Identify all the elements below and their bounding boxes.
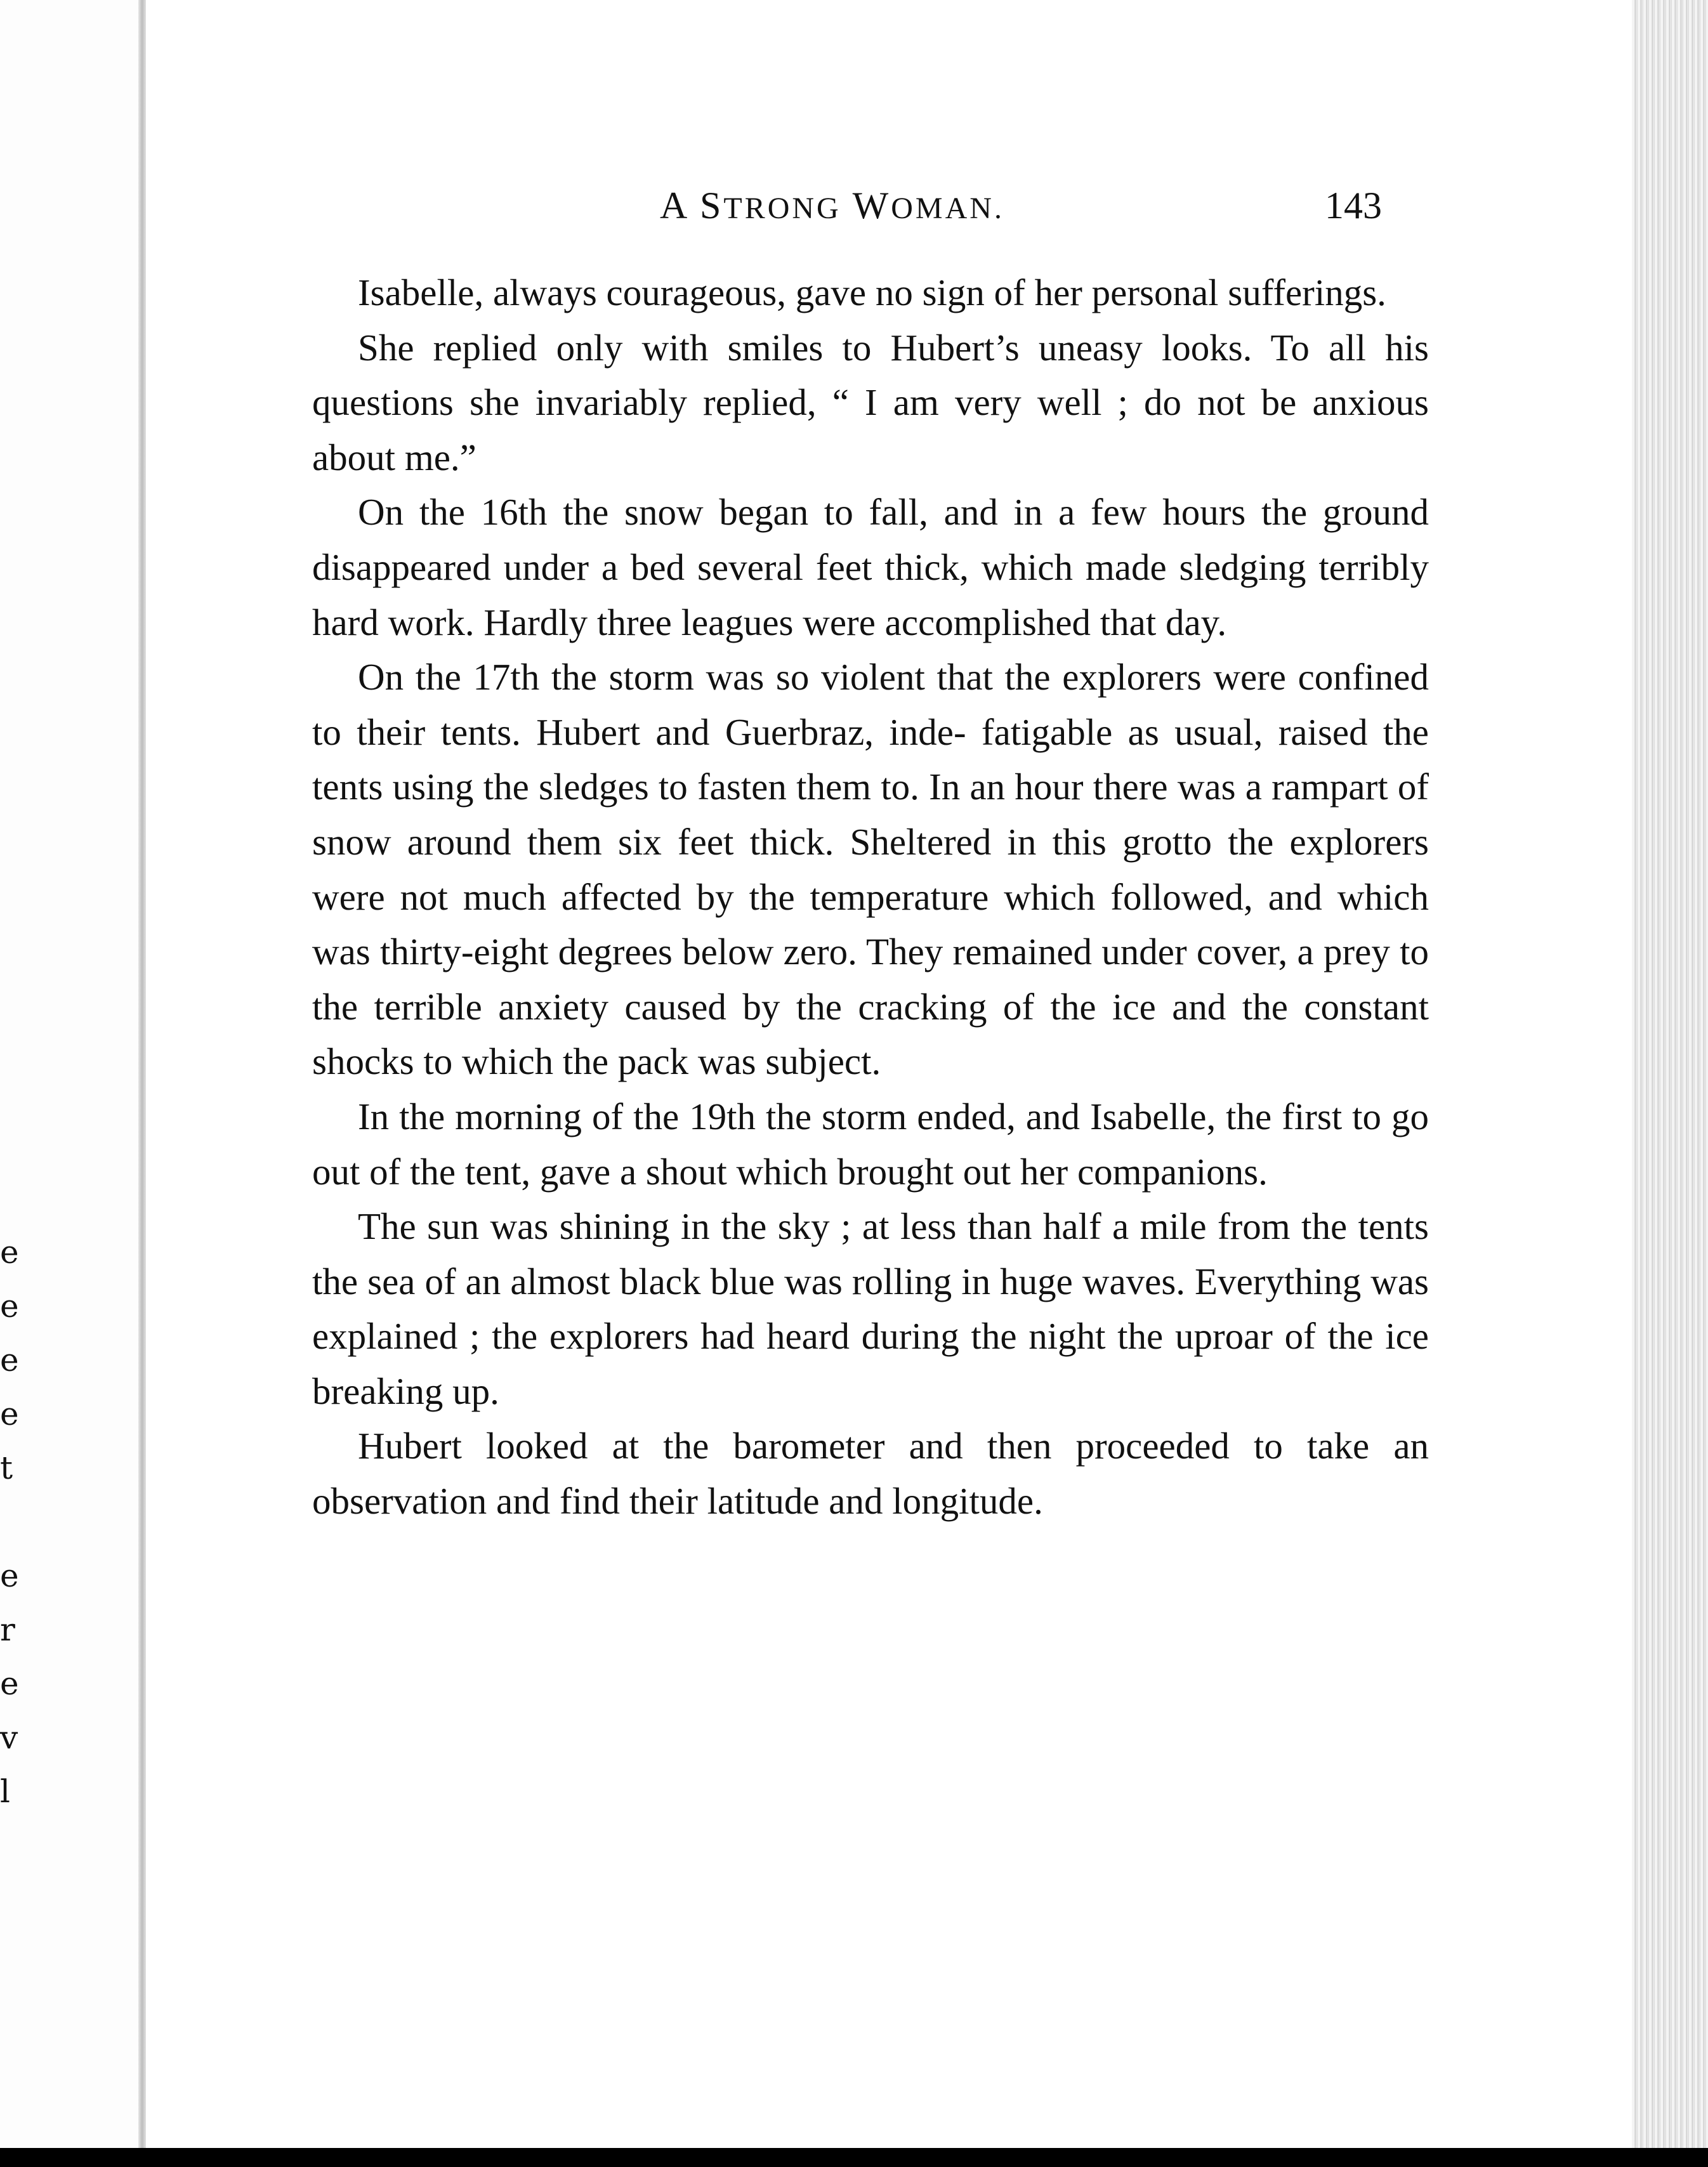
scan-border <box>0 2148 1708 2167</box>
facing-page-fragment: e <box>0 1288 19 1325</box>
facing-page-edge <box>0 0 143 2167</box>
running-head-part: A S <box>660 185 724 226</box>
paragraph: She replied only with smiles to Hubert’s uneasy looks. To all his questions she invariably replied, “ I am very well ; do not be anxious about me.” <box>312 326 1429 478</box>
facing-page-fragment: r <box>0 1611 15 1648</box>
paragraph: On the 16th the snow began to fall, and in a few hours the ground disappeared under a bed several feet thick, which made sledging terribly hard work. Hardly three leagues were accomplished that day. <box>312 491 1429 643</box>
running-head-part: TRONG <box>723 192 841 225</box>
page-block-edge <box>1632 0 1708 2148</box>
body-text <box>312 265 1429 1529</box>
book-gutter <box>138 0 146 2167</box>
running-head-part: OMAN. <box>891 192 1004 225</box>
running-head-title <box>660 184 1004 228</box>
facing-page-fragment: e <box>0 1396 19 1432</box>
facing-page-fragment: e <box>0 1557 19 1594</box>
paragraph: The sun was shining in the sky ; at less than half a mile from the tents the sea of an almost black blue was rolling in huge waves. Everything was explained ; the explorers had heard during the night the uproar of the ice breaking up. <box>312 1205 1429 1412</box>
facing-page-fragment: e <box>0 1234 19 1271</box>
paragraph: Hubert looked at the barometer and then proceeded to take an observation and find their latitude and longitude. <box>312 1425 1429 1522</box>
paragraph: In the morning of the 19th the storm ended, and Isabelle, the first to go out of the tent, gave a shout which brought out her companions. <box>312 1095 1429 1193</box>
facing-page-fragment: e <box>0 1665 19 1702</box>
paragraph: Isabelle, always courageous, gave no sign of her personal sufferings. <box>358 272 1386 313</box>
running-head-part: W <box>841 185 891 226</box>
page-number: 143 <box>1325 185 1382 226</box>
paragraph: On the 17th the storm was so violent that the explorers were confined to their tents. Hubert and Guerbraz, inde- fatigable as usual, raised the tents using the sledges to fasten them to. In an hour there was a rampart of snow around them six feet thick. Sheltered in this grotto the explorers were not much affected by the temperature which followed, and which was thirty-eight degrees below zero. They remained under cover, a prey to the terrible anxiety caused by the cracking of the ice and the constant shocks to which the pack was subject. <box>312 656 1429 1083</box>
facing-page-fragment: t <box>0 1450 13 1486</box>
facing-page-fragment: e <box>0 1342 19 1378</box>
facing-page-fragment: l <box>0 1773 10 1810</box>
facing-page-fragment: v <box>0 1719 18 1756</box>
